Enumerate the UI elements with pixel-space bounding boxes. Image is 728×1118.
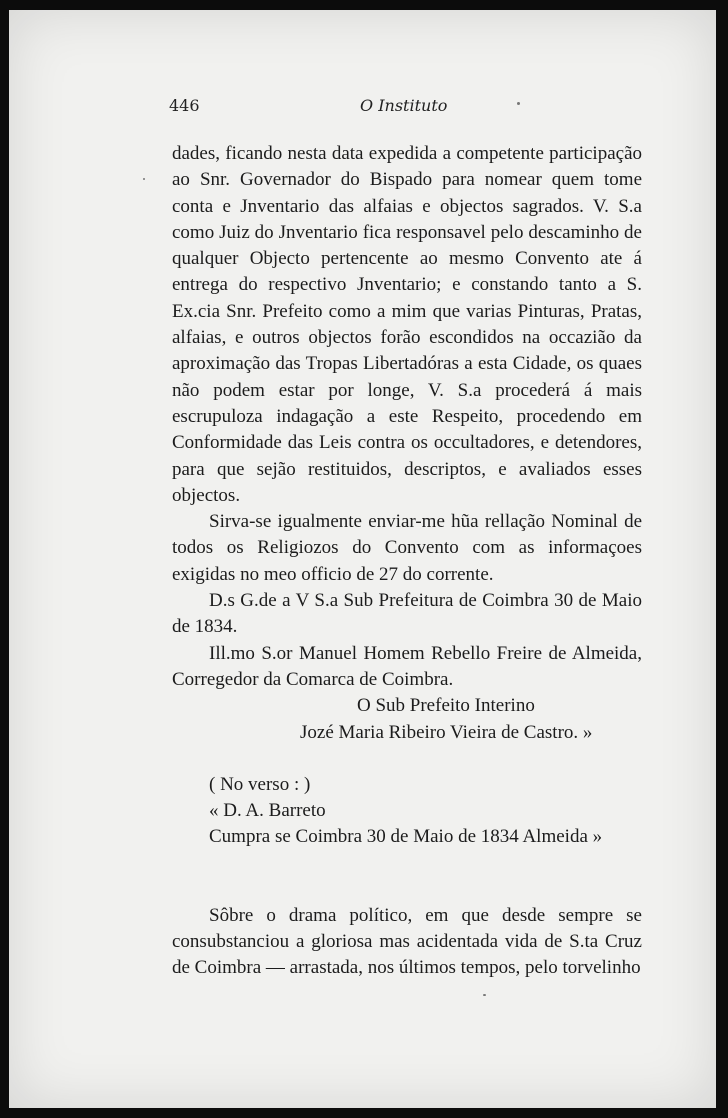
dust-speck	[143, 178, 145, 180]
paragraph-final: Sôbre o drama político, em que desde sempre se consubstanciou a gloriosa mas acidentada vida de S.ta Cruz de Coimbra — arrastada, nos últimos tempos, pelo torvelinho	[172, 904, 642, 979]
running-title: O Instituto	[360, 96, 448, 115]
paragraph-2: Sirva-se igualmente enviar-me hũa rellação Nominal de todos os Religiozos do Convento com as informaçoes exigidas no meo officio de 27 do corrente.	[172, 511, 642, 585]
page-body	[172, 141, 642, 982]
paragraph-1: dades, ficando nesta data expedida a competente participação ao Snr. Governador do Bispado para nomear quem tome conta e Jnventario das alfaias e objectos sagrados. V. S.a como Juiz do Jnventario fica responsavel pelo descaminho de qualquer Objecto pertencente ao mesmo Convento ate á entrega do respectivo Jnventario; e constando tanto a S. Ex.cia Snr. Prefeito como a mim que varias Pinturas, Pratas, alfaias, e outros objectos forão escondidos na occazião da aproximação das Tropas Libertadóras a esta Cidade, os quaes não podem estar por longe, V. S.a procederá á mais escrupuloza indagação a este Respeito, procedendo em Conformidade das Leis contra os occultadores, e detendores, para que sejão restituidos, descriptos, e avaliados esses objectos.	[172, 143, 642, 506]
paragraph-3: D.s G.de a V S.a Sub Prefeitura de Coimbra 30 de Maio de 1834.	[172, 590, 642, 638]
page-number: 446	[169, 96, 200, 115]
verso-line-2: Cumpra se Coimbra 30 de Maio de 1834 Almeida »	[209, 826, 603, 848]
spacer	[172, 851, 642, 903]
verso-line-1: « D. A. Barreto	[209, 800, 326, 822]
verso-label: ( No verso : )	[209, 773, 311, 795]
dust-speck	[483, 994, 486, 996]
signature-title: O Sub Prefeito Interino	[357, 695, 535, 717]
addressee: Ill.mo S.or Manuel Homem Rebello Freire de Almeida, Corregedor da Comarca de Coimbra.	[172, 642, 642, 690]
signature-name: Jozé Maria Ribeiro Vieira de Castro. »	[300, 721, 593, 743]
running-header	[169, 96, 589, 122]
spacer	[172, 746, 642, 772]
